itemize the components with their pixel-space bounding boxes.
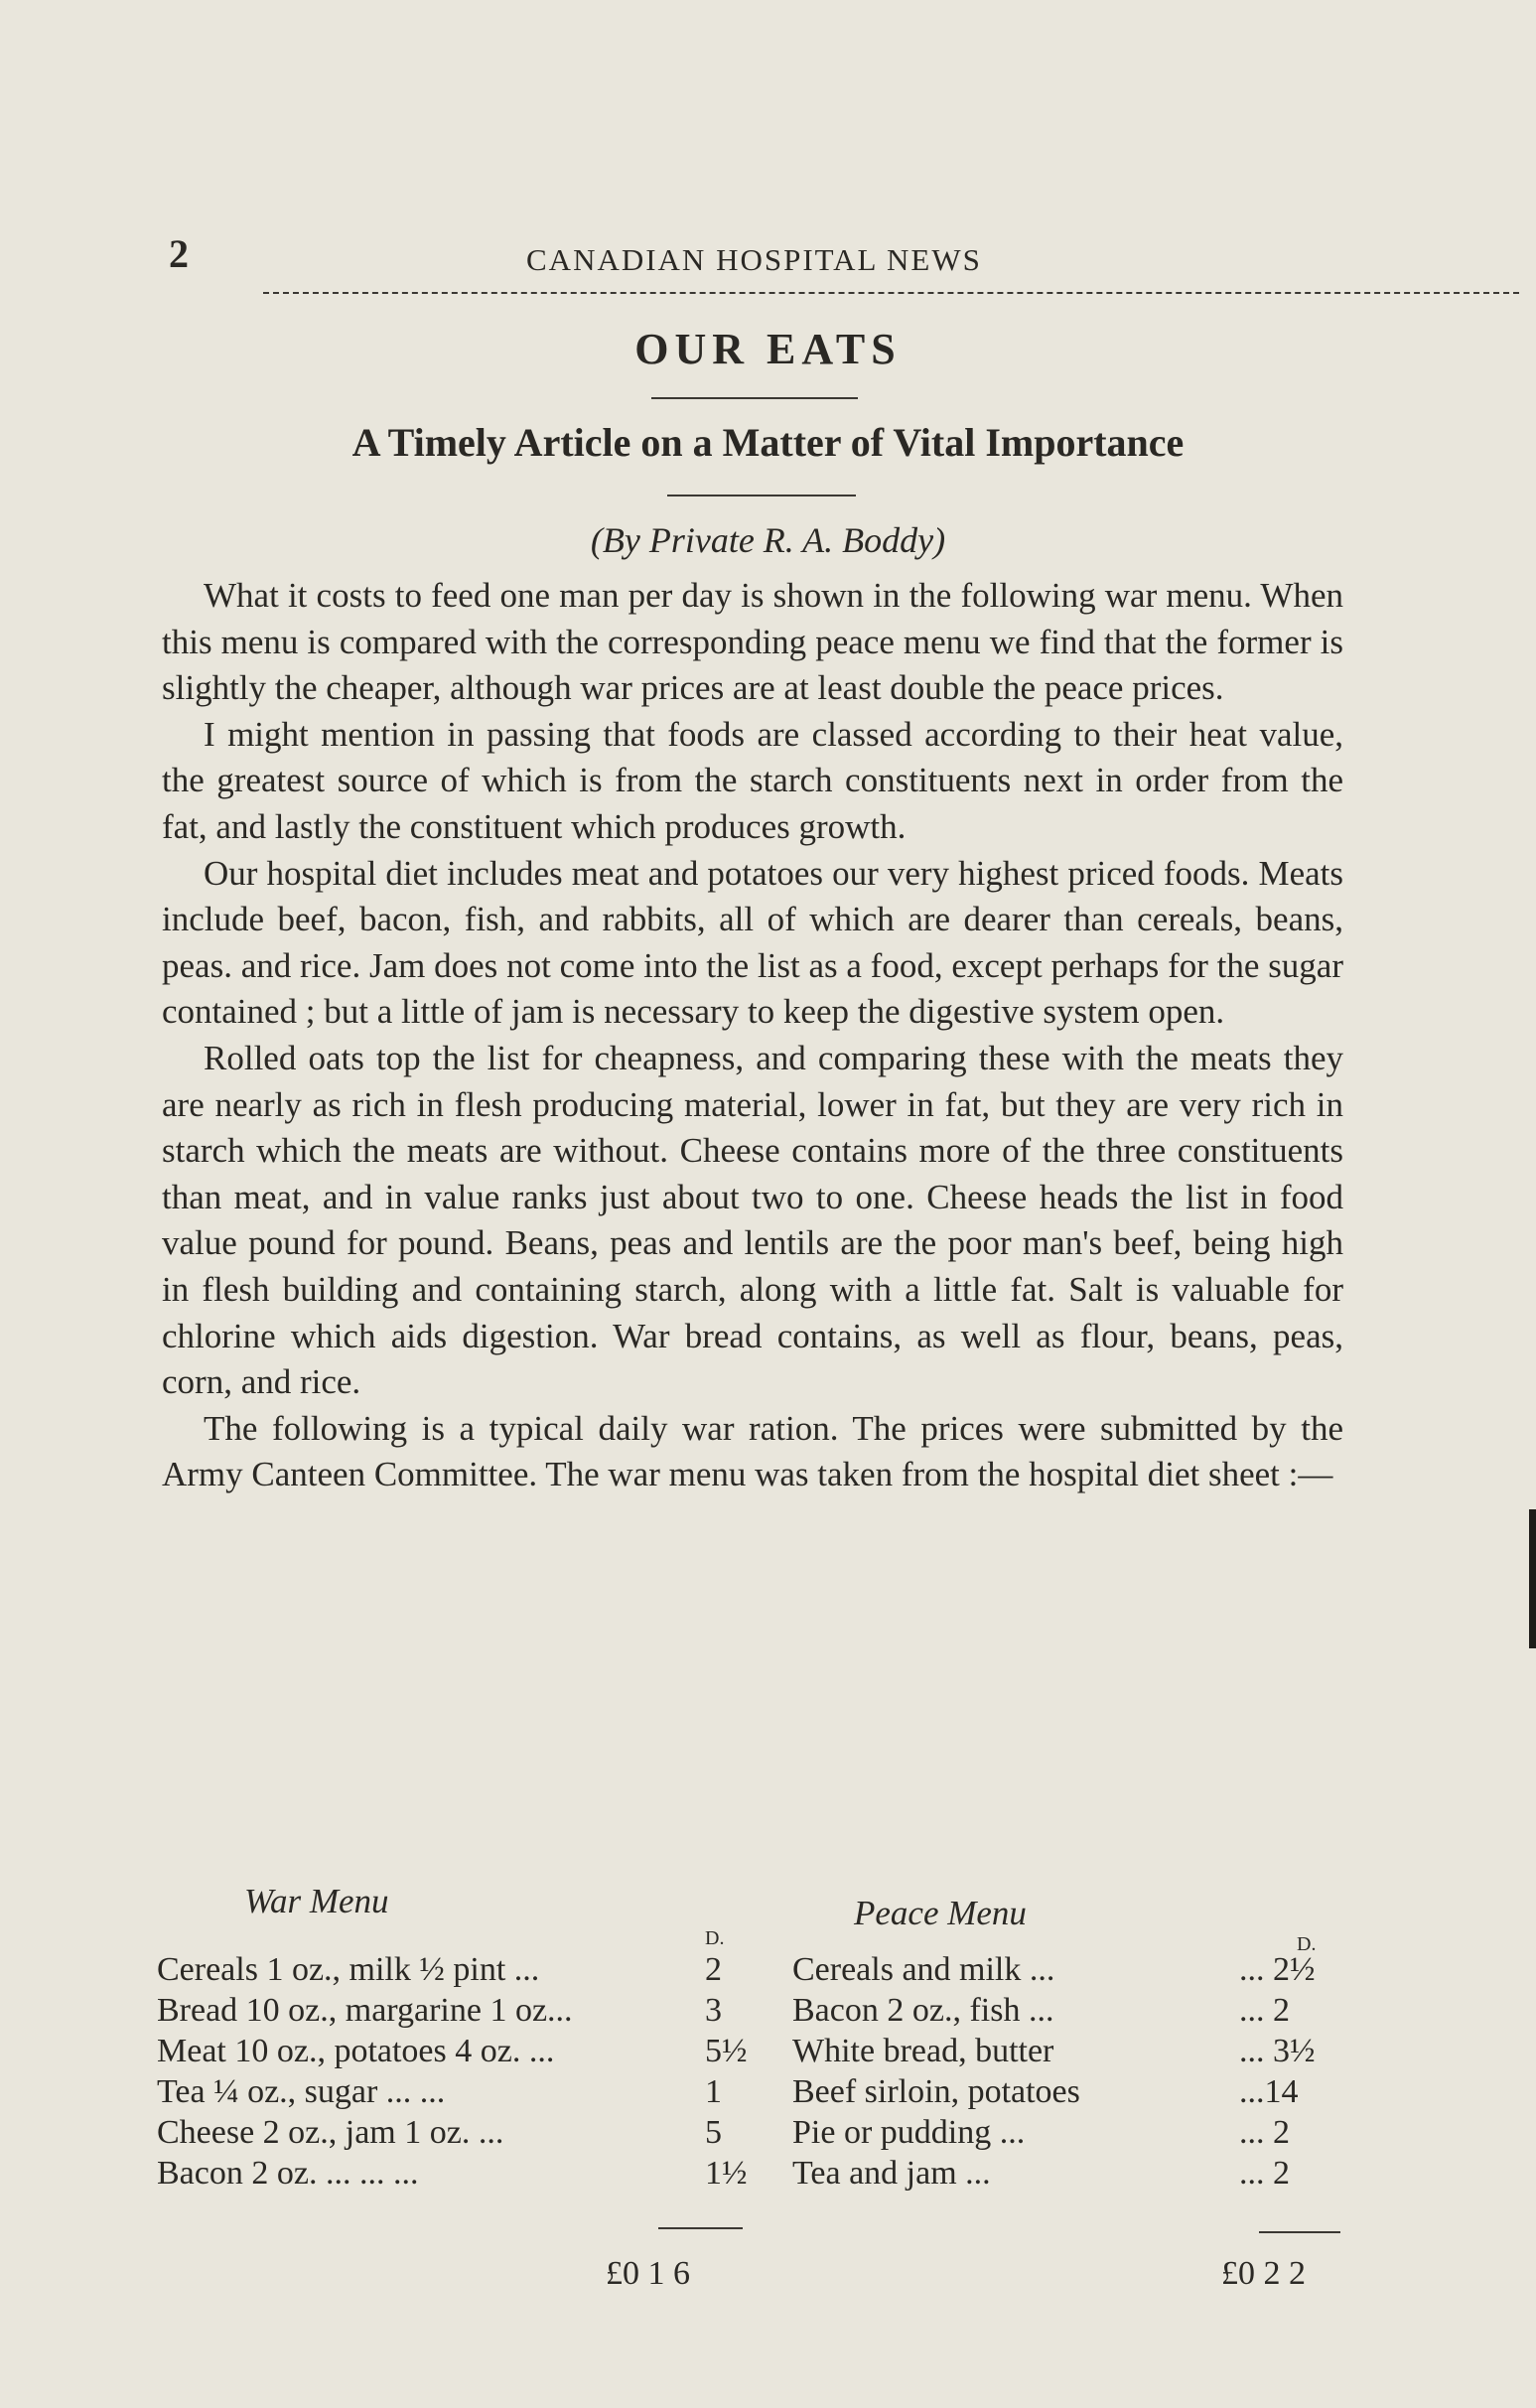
page-number: 2 <box>169 231 189 276</box>
item-price: 5½ <box>705 2033 748 2069</box>
paragraph: The following is a typical daily war ration. The prices were submitted by the Army Canteen Committee. The war menu was taken from the hospital diet sheet :— <box>162 1408 1343 1494</box>
item-text: Cereals and milk ... <box>792 1951 1055 1988</box>
article-byline: (By Private R. A. Boddy) <box>590 520 946 560</box>
war-total-rule <box>658 2227 743 2229</box>
article-title: OUR EATS <box>634 325 902 373</box>
item-text: Bacon 2 oz., fish ... <box>792 1992 1054 2029</box>
item-price: ... 2 <box>1239 1992 1290 2029</box>
article-subtitle: A Timely Article on a Matter of Vital Importance <box>351 420 1185 465</box>
article-body <box>162 573 1343 1498</box>
running-header <box>169 230 1350 290</box>
peace-menu-heading: Peace Menu <box>854 1894 1027 1932</box>
paragraph: What it costs to feed one man per day is shown in the following war menu. When this menu is compared with the corresponding peace menu we find that the former is slightly the cheaper, although war prices are at least double the peace prices. <box>162 576 1343 708</box>
peace-menu-total: £0 2 2 <box>1221 2255 1306 2292</box>
item-text: Beef sirloin, potatoes <box>792 2073 1080 2110</box>
item-price: 2 <box>705 1951 722 1988</box>
item-text: Meat 10 oz., potatoes 4 oz. ... <box>157 2033 555 2069</box>
running-title: CANADIAN HOSPITAL NEWS <box>526 242 982 277</box>
war-menu-heading: War Menu <box>244 1882 389 1920</box>
item-text: Pie or pudding ... <box>792 2114 1026 2151</box>
item-price: ... 2 <box>1239 2155 1290 2192</box>
page-edge-shadow <box>1529 1509 1536 1648</box>
item-text: White bread, butter <box>792 2033 1054 2069</box>
item-price: ... 2 <box>1239 2114 1290 2151</box>
item-price: 1 <box>705 2073 722 2110</box>
paragraph: Rolled oats top the list for cheapness, and comparing these with the meats they are nearly as rich in flesh producing material, lower in fat, but they are very rich in starch which the meats are without. Cheese contains more of the three constituents than meat, and in value ranks just about two to one. Cheese heads the list in food value pound for pound. Beans, peas and lentils are the poor man's beef, being high in flesh building and containing starch, along with a little fat. Salt is valuable for chlorine which aids digestion. War bread contains, as well as flour, beans, peas, corn, and rice. <box>162 1038 1343 1402</box>
peace-price-unit: D. <box>1297 1933 1317 1955</box>
peace-total-rule <box>1259 2231 1340 2233</box>
paragraph: I might mention in passing that foods are classed according to their heat value, the greatest source of which is from the starch constituents next in order from the fat, and lastly the constituent which produces growth. <box>162 714 1343 846</box>
item-price: 5 <box>705 2114 722 2151</box>
item-text: Bacon 2 oz. ... ... ... <box>157 2155 419 2192</box>
title-rule <box>651 397 858 399</box>
war-price-unit: D. <box>705 1927 725 1949</box>
paragraph: Our hospital diet includes meat and potatoes our very highest priced foods. Meats include beef, bacon, fish, and rabbits, all of which are dearer than cereals, beans, peas. and rice. Jam does not come into the list as a food, except perhaps for the sugar contained ; but a little of jam is necessary to keep the digestive system open. <box>162 853 1343 1032</box>
item-text: Cheese 2 oz., jam 1 oz. ... <box>157 2114 504 2151</box>
menu-comparison <box>157 1882 1348 2319</box>
item-text: Bread 10 oz., margarine 1 oz... <box>157 1992 573 2029</box>
item-price: 1½ <box>705 2155 748 2192</box>
item-price: ... 3½ <box>1239 2033 1316 2069</box>
item-text: Tea and jam ... <box>792 2155 991 2192</box>
item-price: 3 <box>705 1992 722 2029</box>
subtitle-rule <box>667 495 856 496</box>
header-rule <box>263 292 1519 294</box>
item-text: Cereals 1 oz., milk ½ pint ... <box>157 1951 540 1988</box>
item-price: ... 2½ <box>1239 1951 1316 1988</box>
item-price: ...14 <box>1239 2073 1299 2110</box>
item-text: Tea ¼ oz., sugar ... ... <box>157 2073 446 2110</box>
war-menu-total: £0 1 6 <box>606 2255 690 2292</box>
